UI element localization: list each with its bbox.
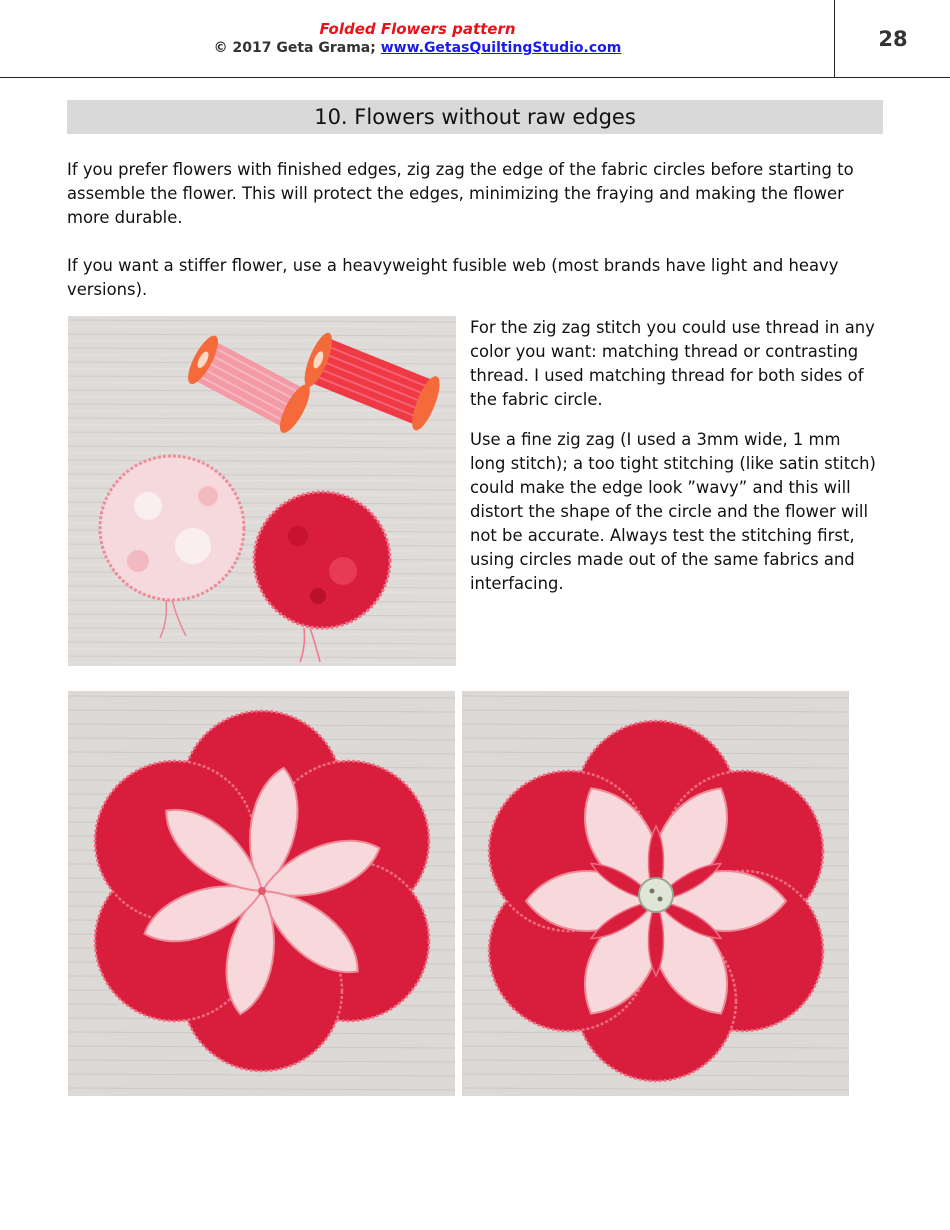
body-paragraph-2: If you want a stiffer flower, use a heavyweight fusible web (most brands have light and heavy versions). xyxy=(67,256,839,299)
page-number: 28 xyxy=(878,27,908,51)
copyright-line xyxy=(0,40,835,56)
body-paragraph-1: If you prefer flowers with finished edges, zig zag the edge of the fabric circles before starting to assemble the flower. This will protect the edges, minimizing the fraying and making the flower more durable. xyxy=(67,160,854,227)
photo-thread-and-circles xyxy=(68,316,456,666)
photo-flower-with-button xyxy=(462,691,849,1096)
copyright-symbol: © xyxy=(213,40,228,56)
header-center xyxy=(0,0,835,77)
side-paragraph-2: Use a fine zig zag (I used a 3mm wide, 1 mm long stitch); a too tight stitching (like satin stitch) could make the edge look ”wavy” and this will distort the shape of the circle and the flower will not be accurate. Always test the stitching first, using circles made out of the same fabrics and interfacing. xyxy=(470,430,876,593)
photo-flower-finished-edges xyxy=(68,691,455,1096)
copyright-text: 2017 Geta Grama; xyxy=(232,40,376,56)
website-link[interactable]: www.GetasQuiltingStudio.com xyxy=(380,40,622,56)
document-title: Folded Flowers pattern xyxy=(319,20,516,38)
section-heading: 10. Flowers without raw edges xyxy=(67,100,883,134)
side-paragraph-1: For the zig zag stitch you could use thread in any color you want: matching thread or contrasting thread. I used matching thread for both sides of the fabric circle. xyxy=(470,318,875,409)
page-header xyxy=(0,0,950,78)
